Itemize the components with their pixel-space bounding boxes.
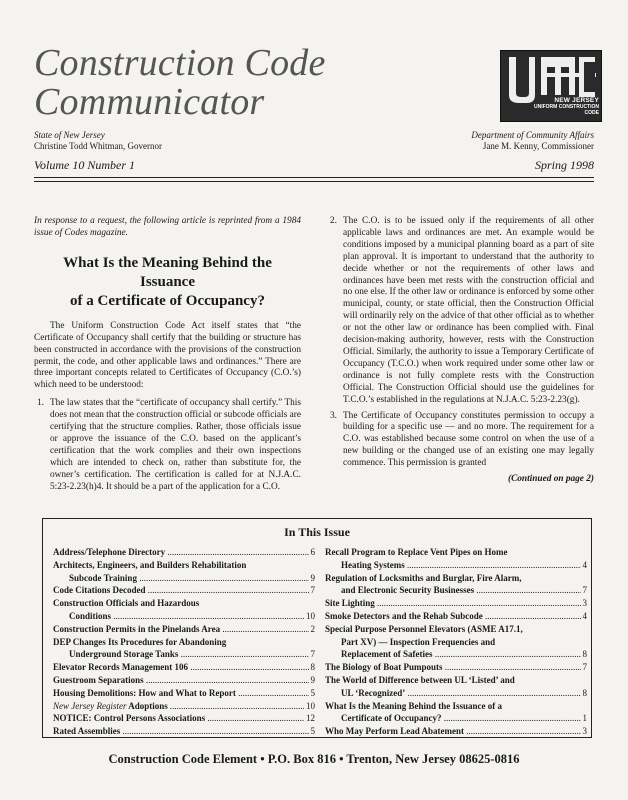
logo-line-3: CODE	[584, 110, 599, 116]
contents-entry	[325, 725, 587, 738]
headline-line-1: What Is the Meaning Behind the Issuance	[63, 254, 272, 290]
contents-entry-title: Underground Storage Tanks .....	[53, 648, 309, 661]
contents-entry-page: 8	[582, 649, 587, 660]
contents-list-left	[53, 546, 315, 738]
contents-entry	[53, 610, 315, 623]
contents-entry-title: Construction Officials and Hazardous	[53, 598, 200, 609]
list-item-text: The Certificate of Occupancy constitutes permission to occupy a building for a specific use — and no more. The requirement for a C.O. was established because some control on when the use of a new building or the changed use of an existing one may legally commence. This permission is granted	[343, 410, 594, 469]
contents-entry-page: 1	[582, 713, 587, 724]
contents-entry	[53, 712, 315, 725]
contents-entry	[325, 687, 587, 700]
issue-season: Spring 1998	[534, 158, 594, 172]
contents-entry-page: 9	[310, 674, 315, 685]
list-item	[34, 398, 301, 493]
contents-entry	[325, 712, 587, 725]
state-name: State of New Jersey	[34, 130, 105, 140]
contents-entry-title: NOTICE: Control Persons Associations .....	[53, 712, 304, 725]
contents-entry	[325, 610, 587, 623]
contents-entry	[53, 623, 315, 636]
list-item-text: The C.O. is to be issued only if the requirements of all other applicable laws and ordinances are met. An example would be conditions imposed by a municipal planning board as a part of site plan approval. It is important to understand that the authority to decide whether or not the requirements of other laws and ordinances have been met rests with the construction official and no one else. If the other law or ordinance is enforced by some other municipal, county, or state official, then the Construction Official will ordinarily rely on the advice of that other official as to whether or not the other law or ordinance has been complied with. Final decision-making authority, however, rests with the Construction Official. Similarly, the authority to issue a Temporary Certificate of Occupancy (T.C.O.) when work required under some other law or ordinance is not fully complete rests with the Construction Official. The Construction Official should use the guidelines for T.C.O.’s established in the regulations at N.J.A.C. 5:23-2.23(g).	[343, 216, 594, 405]
contents-entry-title: Who May Perform Lead Abatement .....	[325, 725, 581, 738]
contents-entry-page: 12	[306, 713, 315, 724]
contents-entry-page: 7	[310, 649, 315, 660]
contents-entry-page: 3	[582, 726, 587, 737]
contents-entry	[325, 584, 587, 597]
list-item-number: 3.	[330, 410, 337, 421]
contents-entry-page: 6	[310, 547, 315, 557]
title-line-2: Communicator	[34, 81, 265, 123]
contents-entry-page: 8	[582, 687, 587, 698]
commissioner-name: Jane M. Kenny, Commissioner	[482, 141, 594, 151]
contents-entry-title: Heating Systems .....	[325, 559, 581, 572]
contents-entry-page: 10	[306, 700, 315, 711]
contents-entry-title: What Is the Meaning Behind the Issuance of a	[325, 700, 503, 711]
contents-title: In This Issue	[284, 525, 350, 539]
article-headline	[34, 254, 301, 311]
contents-entry-title: Smoke Detectors and the Rehab Subcode .....	[325, 610, 581, 623]
contents-entry	[53, 674, 315, 687]
divider-top	[34, 177, 594, 178]
headline-line-2: of a Certificate of Occupancy?	[70, 292, 265, 309]
contents-entry	[53, 584, 315, 597]
contents-entry	[325, 674, 587, 687]
contents-entry-title: UL ‘Recognized’ .....	[325, 687, 581, 700]
contents-entry	[53, 700, 315, 713]
logo-line-1: NEW JERSEY	[554, 97, 599, 104]
contents-entry-title: Architects, Engineers, and Builders Rehabilitation	[53, 559, 247, 570]
contents-entry-title: The World of Difference between UL ‘Listed’ and	[325, 674, 515, 685]
contents-entry-title: DEP Changes Its Procedures for Abandoning	[53, 636, 227, 647]
newsletter-title	[34, 44, 454, 122]
contents-entry-page: 4	[582, 610, 587, 621]
contents-entry	[325, 636, 587, 649]
logo-line-2: UNIFORM CONSTRUCTION	[534, 104, 599, 110]
contents-list-right	[325, 546, 587, 738]
contents-entry	[53, 687, 315, 700]
contents-entry	[325, 623, 587, 636]
article-column-left	[34, 216, 301, 498]
contents-entry	[325, 597, 587, 610]
article-paragraph: The Uniform Construction Code Act itself states that “the Certificate of Occupancy shall certify that the building or structure has been constructed in accordance with the provisions of the construction permit, the code, and other applicable laws and ordinances.” There are three important concepts related to Certificates of Occupancy (C.O.’s) which need to be understood:	[34, 320, 301, 391]
contents-entry	[325, 572, 587, 585]
contents-entry-title: Conditions .....	[53, 610, 304, 623]
contents-entry-title	[53, 700, 304, 713]
contents-entry-title: Housing Demolitions: How and What to Report .....	[53, 687, 309, 700]
list-item	[327, 216, 594, 407]
list-item-text: The law states that the “certificate of occupancy shall certify.” This does not mean that the construction official or subcode officials are certifying that the structure complies. Rather, those officials issue or approve the issuance of the C.O. based on the applicant’s certification that the work complies and their own inspections which are intended to check on, rather than substitute for, the owner’s certification. The certification is called for at N.J.A.C. 5:23-2.23(h)4. It should be a part of the application for a C.O.	[50, 398, 301, 492]
contents-entry	[325, 661, 587, 674]
contents-entry	[325, 648, 587, 661]
contents-entry-page: 10	[306, 610, 315, 621]
contents-entry-title: Regulation of Locksmiths and Burglar, Fire Alarm,	[325, 572, 522, 583]
article-column-right	[327, 216, 594, 486]
contents-entry-page: 5	[310, 726, 315, 737]
list-item-number: 2.	[330, 216, 337, 226]
contents-entry-page: 8	[310, 662, 315, 673]
department-info	[471, 130, 594, 152]
contents-entry-page: 7	[582, 662, 587, 673]
volume-number: Volume 10 Number 1	[34, 158, 135, 172]
contents-entry-page: 3	[582, 598, 587, 609]
list-item-number: 1.	[37, 398, 44, 409]
in-this-issue-box	[42, 518, 592, 738]
contents-entry-title: Rated Assemblies .....	[53, 725, 309, 738]
contents-entry-title: Special Purpose Personnel Elevators (ASME A17.1,	[325, 623, 523, 634]
contents-entry-title: The Biology of Boat Pumpouts .....	[325, 661, 581, 674]
contents-entry	[53, 572, 315, 585]
contents-entry	[325, 546, 587, 559]
logo-caption	[529, 98, 599, 116]
contents-entry	[53, 597, 315, 610]
contents-entry-title: Guestroom Separations .....	[53, 674, 309, 687]
ucc-logo-icon	[500, 50, 602, 122]
contents-entry-title: Address/Telephone Directory .....	[53, 546, 309, 559]
contents-entry-title: Part XV) — Inspection Frequencies and	[341, 636, 496, 647]
contents-entry-title: Elevator Records Management 106 .....	[53, 661, 309, 674]
contents-entry-title: Certificate of Occupancy? .....	[325, 712, 581, 725]
contents-entry	[53, 636, 315, 649]
divider-top-2	[34, 181, 594, 182]
contents-entry-page: 9	[310, 572, 315, 583]
article-intro: In response to a request, the following article is reprinted from a 1984 issue of Codes magazine.	[34, 216, 301, 238]
contents-entry-title: Construction Permits in the Pinelands Area .....	[53, 623, 309, 636]
contents-entry-title: Replacement of Safeties .....	[325, 648, 581, 661]
contents-entry-title: Site Lighting .....	[325, 597, 581, 610]
contents-entry	[53, 559, 315, 572]
contents-entry-title-em: New Jersey Register	[53, 700, 127, 711]
contents-entry	[325, 700, 587, 713]
contents-entry-page: 7	[310, 585, 315, 596]
contents-entry-title: and Electronic Security Businesses .....	[325, 584, 581, 597]
contents-entry	[53, 725, 315, 738]
department-name: Department of Community Affairs	[471, 130, 594, 140]
contents-entry-page: 2	[310, 623, 315, 634]
continued-note: (Continued on page 2)	[507, 474, 594, 485]
contents-entry-page: 5	[310, 687, 315, 698]
contents-entry-title-rest: Adoptions	[126, 700, 168, 711]
contents-entry	[325, 559, 587, 572]
contents-entry	[53, 661, 315, 674]
list-item	[327, 411, 594, 471]
contents-entry	[53, 546, 315, 559]
contents-entry-title: Code Citations Decoded .....	[53, 584, 309, 597]
contents-entry	[53, 648, 315, 661]
governor-name: Christine Todd Whitman, Governor	[34, 141, 163, 151]
state-info	[34, 130, 162, 152]
footer-address: Construction Code Element • P.O. Box 816 • Trenton, New Jersey 08625-0816	[108, 752, 520, 766]
contents-entry-title: Recall Program to Replace Vent Pipes on Home	[325, 547, 508, 557]
contents-entry-title: Subcode Training .....	[53, 572, 309, 585]
contents-entry-page: 4	[582, 559, 587, 570]
title-line-1: Construction Code	[34, 42, 326, 84]
contents-entry-page: 7	[582, 585, 587, 596]
